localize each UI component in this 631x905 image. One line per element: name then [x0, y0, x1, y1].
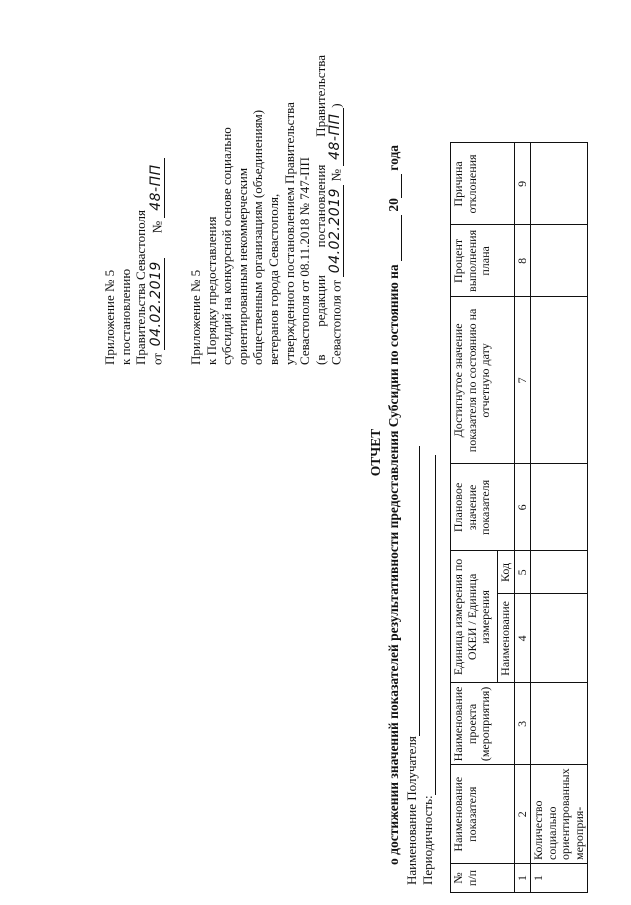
edition-word: постановления	[312, 164, 328, 248]
cell-unit-name	[531, 594, 588, 683]
column-number: 7	[514, 297, 531, 464]
edition-city: Севастополя от	[328, 279, 344, 365]
cell-plan	[531, 464, 588, 551]
year-blank	[388, 174, 402, 198]
table-header-row	[451, 143, 498, 893]
period-label: Периодичность:	[420, 795, 435, 885]
handwritten-number: 48-ПП	[328, 108, 344, 166]
column-number: 4	[514, 594, 531, 683]
column-number: 6	[514, 464, 531, 551]
annex-line: утвержденного постановлением Правительства	[281, 102, 297, 365]
subtitle-year: 20	[386, 198, 401, 212]
annex-line: ветеранов города Севастополя,	[265, 193, 281, 365]
column-number: 1	[514, 864, 531, 893]
date-blank	[388, 215, 402, 261]
header-cell: Процент выполнения плана	[451, 225, 515, 297]
header-cell: Достигнутое значение показателя по состоянию на отчетную дату	[451, 297, 515, 464]
annex-edition-line	[313, 55, 329, 365]
column-number: 5	[514, 551, 531, 594]
header-cell: Наименование	[498, 594, 515, 683]
edition-word: редакции	[312, 275, 328, 327]
column-number: 2	[514, 765, 531, 864]
cell-indicator: Количество социально ориентированных мероприя-	[531, 765, 588, 864]
cell-achieved	[531, 297, 588, 464]
annex-edition-date-line	[328, 55, 344, 365]
header-cell: Код	[498, 551, 515, 594]
annex-line: ориентированным некоммерческим	[234, 167, 250, 365]
subtitle-text: о достижении значений показателей результативности предоставления Субсидии по состоянию на	[386, 264, 401, 865]
indicators-table	[450, 142, 588, 893]
column-number: 8	[514, 225, 531, 297]
cell-unit-code	[531, 551, 588, 594]
report-subtitle	[386, 5, 402, 865]
number-prefix: №	[328, 168, 344, 182]
recipient-label: Наименование Получателя	[404, 736, 419, 885]
annex-date-line	[149, 25, 165, 365]
header-cell: Наименование показателя	[451, 765, 515, 864]
annex-line: к Порядку предоставления	[203, 216, 219, 365]
recipient-blank	[406, 446, 420, 736]
header-cell: Единица измерения по ОКЕИ / Единица измерения	[451, 551, 498, 683]
handwritten-date: 04.02.2019	[328, 185, 344, 277]
header-cell: Причина отклонения	[451, 143, 515, 225]
handwritten-number: 48-ПП	[149, 158, 165, 218]
header-cell: Плановое значение показателя	[451, 464, 515, 551]
cell-reason	[531, 143, 588, 225]
annex-line: общественным организациям (объединениям)	[250, 109, 266, 365]
subtitle-year-suffix: года	[386, 144, 401, 171]
annex-resolution-block	[102, 25, 165, 365]
edition-word: Правительства	[312, 55, 328, 137]
annex-line: Приложение № 5	[102, 269, 117, 365]
annex-line: субсидий на конкурсной основе социально	[219, 127, 235, 365]
period-blank	[422, 455, 436, 795]
recipient-line	[404, 446, 420, 885]
date-prefix: от	[149, 352, 165, 365]
number-prefix: №	[149, 220, 165, 234]
header-cell: Наименование проекта (мероприятия)	[451, 683, 515, 765]
cell-project	[531, 683, 588, 765]
annex-line: Правительства Севастополя	[133, 210, 149, 365]
table-column-numbers-row	[514, 143, 531, 893]
report-title: ОТЧЕТ	[368, 428, 383, 477]
annex-line: Приложение № 5	[188, 269, 203, 365]
column-number: 9	[514, 143, 531, 225]
edition-close: )	[328, 103, 344, 108]
annex-line: Севастополя от 08.11.2018 № 747-ПП	[297, 157, 313, 365]
period-line	[420, 455, 436, 885]
header-cell: № п/п	[451, 864, 515, 893]
annex-line: к постановлению	[117, 268, 133, 365]
edition-word: (в	[312, 354, 328, 365]
cell-num: 1	[531, 864, 588, 893]
handwritten-date: 04.02.2019	[149, 258, 165, 350]
cell-percent	[531, 225, 588, 297]
table-row	[531, 143, 588, 893]
column-number: 3	[514, 683, 531, 765]
annex-procedure-block	[188, 55, 344, 365]
